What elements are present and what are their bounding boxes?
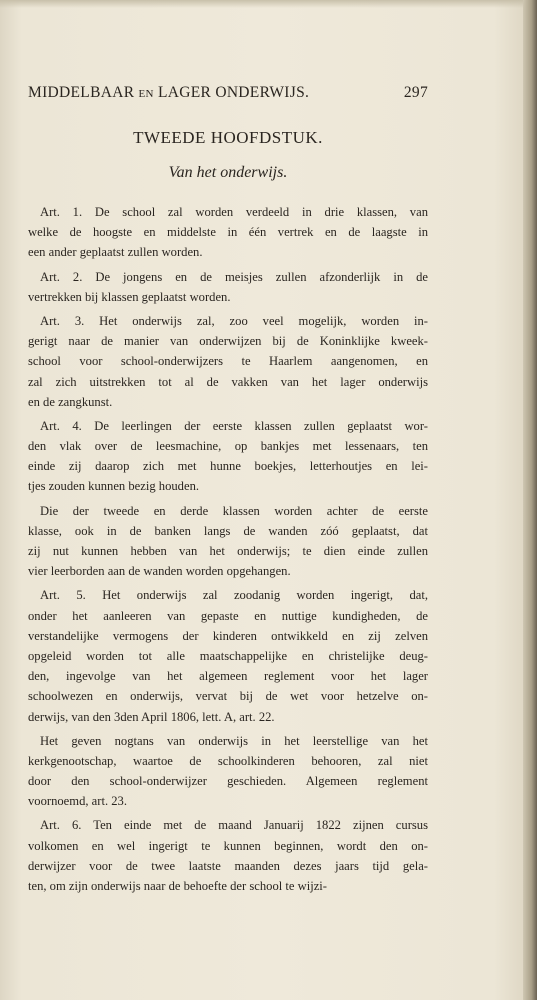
paragraph [28, 311, 428, 412]
text-line: gerigt naar de manier van onderwijzen bij de Koninklijke kweek- [28, 334, 428, 349]
paragraph [28, 815, 428, 896]
text-line: volkomen en wel ingerigt te kunnen beginnen, wordt den on- [28, 838, 428, 853]
text-line: een ander geplaatst zullen worden. [28, 245, 203, 260]
page-number: 297 [403, 84, 428, 101]
text-line: Art. 5. Het onderwijs zal zoodanig worden ingerigt, dat, [40, 588, 428, 603]
section-title: Van het onderwijs. [168, 164, 288, 181]
text-line: en de zangkunst. [28, 394, 113, 409]
body-text [28, 202, 428, 896]
paragraph [28, 731, 428, 812]
text-line: derwijs, van den 3den April 1806, lett. A, art. 22. [28, 709, 275, 724]
running-head-right: LAGER ONDERWIJS. [157, 84, 310, 101]
text-line: schoolwezen en onderwijs, vervat bij de wet voor hetzelve on- [28, 689, 428, 704]
text-line: verstandelijke vermogens der kinderen ontwikkeld en zij zelven [28, 628, 428, 643]
text-line: voornoemd, art. 23. [28, 794, 127, 809]
text-line: Art. 4. De leerlingen der eerste klassen zullen geplaatst wor- [40, 418, 428, 433]
text-line: klasse, ook in de banken langs de wanden zóó geplaatst, dat [28, 523, 428, 538]
running-head [28, 84, 428, 110]
text-line: tjes zouden kunnen bezig houden. [28, 479, 200, 494]
text-line: door den school-onderwijzer geschieden. Algemeen reglement [28, 774, 428, 789]
text-line: vertrekken bij klassen geplaatst worden. [28, 289, 231, 304]
text-line: den vlak over de leesmachine, op bankjes met lessenaars, ten [28, 439, 428, 454]
page-top-shadow [0, 0, 537, 8]
paragraph [28, 267, 428, 307]
running-head-conj: EN [138, 88, 154, 100]
text-line: vier leerborden aan de wanden worden opgehangen. [28, 564, 291, 579]
text-line: opgeleid worden tot alle maatschappelijke en christelijke deug- [28, 648, 428, 663]
page-right-edge [523, 0, 537, 1000]
paragraph [28, 585, 428, 726]
text-line: Art. 1. De school zal worden verdeeld in drie klassen, van [40, 205, 428, 219]
running-head-title [28, 84, 309, 102]
text-line: Art. 3. Het onderwijs zal, zoo veel mogelijk, worden in- [40, 313, 428, 328]
text-line: einde zij daarop zich met hunne boekjes, letterhoutjes en lei- [28, 459, 428, 474]
paragraph [28, 501, 428, 582]
text-line: den, ingevolge van het algemeen reglement voor het lager [28, 669, 428, 684]
text-line: ten, om zijn onderwijs naar de behoefte der school te wijzi- [28, 879, 327, 893]
text-line: onder het aanleeren van gepaste en nuttige kundigheden, de [28, 608, 428, 623]
text-line: school voor school-onderwijzers te Haarlem aangenomen, en [28, 354, 428, 369]
text-line: Art. 6. Ten einde met de maand Januarij 1822 zijnen cursus [40, 818, 428, 833]
text-line: zal zich uitstrekken tot al de vakken van het lager onderwijs [28, 374, 428, 389]
text-line: Het geven nogtans van onderwijs in het leerstellige van het [40, 733, 428, 748]
paragraph [28, 202, 428, 263]
text-line: kerkgenootschap, waartoe de schoolkinderen behooren, zal niet [28, 753, 428, 768]
text-line: zij nut kunnen hebben van het onderwijs; te dien einde zullen [28, 544, 428, 558]
text-line: welke de hoogste en middelste in één vertrek en de laagste in [28, 225, 428, 240]
chapter-title: TWEEDE HOOFDSTUK. [133, 128, 323, 147]
text-line: Die der tweede en derde klassen worden achter de eerste [40, 503, 428, 518]
running-head-left: MIDDELBAAR [28, 84, 135, 101]
paragraph [28, 416, 428, 497]
text-line: derwijzer voor de twee laatste maanden dezes jaars tijd gela- [28, 858, 428, 873]
text-line: Art. 2. De jongens en de meisjes zullen afzonderlijk in de [40, 269, 428, 284]
page-content [28, 84, 428, 900]
